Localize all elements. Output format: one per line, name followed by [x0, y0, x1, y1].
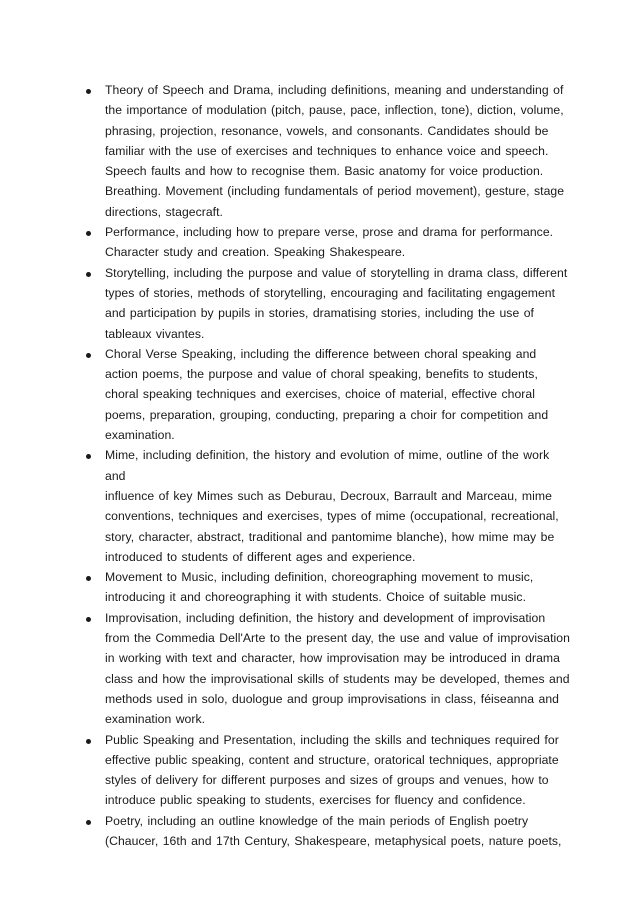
syllabus-bullet-list	[84, 80, 574, 851]
bullet-text-line: Breathing. Movement (including fundamentals of period movement), gesture, stage	[105, 184, 565, 199]
bullet-text-line: introduce public speaking to students, exercises for fluency and confidence.	[105, 793, 526, 808]
bullet-text-line: influence of key Mimes such as Deburau, Decroux, Barrault and Marceau, mime	[105, 488, 552, 503]
bullet-text-line: introduced to students of different ages and experience.	[105, 549, 416, 564]
bullet-text-line: class and how the improvisational skills of students may be developed, themes and	[105, 671, 570, 686]
bullet-item	[84, 730, 574, 811]
bullet-text-line: story, character, abstract, traditional and pantomime blanche), how mime may be	[105, 529, 555, 544]
bullet-dot-icon	[86, 89, 91, 94]
bullet-text-line: choral speaking techniques and exercises, choice of material, effective choral	[105, 387, 535, 402]
bullet-dot-icon	[86, 353, 91, 358]
bullet-text-line: Movement to Music, including definition, choreographing movement to music,	[105, 570, 534, 585]
bullet-item	[84, 445, 574, 567]
bullet-text-line: action poems, the purpose and value of choral speaking, benefits to students,	[105, 367, 538, 382]
bullet-text-line: phrasing, projection, resonance, vowels, and consonants. Candidates should be	[105, 123, 549, 138]
bullet-text-line: Speech faults and how to recognise them. Basic anatomy for voice production.	[105, 164, 544, 179]
bullet-dot-icon	[86, 739, 91, 744]
bullet-text-line: examination.	[105, 428, 175, 443]
bullet-dot-icon	[86, 454, 91, 459]
bullet-dot-icon	[86, 576, 91, 581]
bullet-text-line: familiar with the use of exercises and techniques to enhance voice and speech.	[105, 143, 549, 158]
bullet-dot-icon	[86, 820, 91, 825]
bullet-text-line: methods used in solo, duologue and group improvisations in class, féiseanna and	[105, 691, 559, 706]
bullet-text-line: examination work.	[105, 712, 206, 727]
bullet-text-line: Choral Verse Speaking, including the difference between choral speaking and	[105, 346, 537, 361]
bullet-text-line: Public Speaking and Presentation, including the skills and techniques required for	[105, 732, 559, 747]
bullet-text-line: (Chaucer, 16th and 17th Century, Shakespeare, metaphysical poets, nature poets,	[105, 833, 562, 848]
bullet-text-line: poems, preparation, grouping, conducting, preparing a choir for competition and	[105, 407, 549, 422]
bullet-item	[84, 608, 574, 730]
bullet-item	[84, 80, 574, 222]
bullet-text-line: Storytelling, including the purpose and value of storytelling in drama class, different	[105, 265, 568, 280]
bullet-text-line: types of stories, methods of storytelling, encouraging and facilitating engagement	[105, 285, 556, 300]
bullet-item	[84, 567, 574, 608]
bullet-item	[84, 263, 574, 344]
bullet-text-line: conventions, techniques and exercises, types of mime (occupational, recreational,	[105, 509, 559, 524]
bullet-text-line: and participation by pupils in stories, dramatising stories, including the use of	[105, 306, 534, 321]
bullet-dot-icon	[86, 617, 91, 622]
bullet-text-line: directions, stagecraft.	[105, 204, 223, 219]
bullet-text-line: Poetry, including an outline knowledge of the main periods of English poetry	[105, 813, 529, 828]
bullet-item	[84, 811, 574, 852]
bullet-text-line: Mime, including definition, the history and evolution of mime, outline of the work and	[105, 448, 550, 483]
bullet-text-line: the importance of modulation (pitch, pause, pace, inflection, tone), diction, volume,	[105, 103, 564, 118]
bullet-item	[84, 222, 574, 263]
bullet-text-line: Character study and creation. Speaking Shakespeare.	[105, 245, 406, 260]
bullet-text-line: Improvisation, including definition, the history and development of improvisation	[105, 610, 546, 625]
bullet-text-line: styles of delivery for different purposes and sizes of groups and venues, how to	[105, 773, 549, 788]
bullet-text-line: Theory of Speech and Drama, including definitions, meaning and understanding of	[105, 83, 564, 97]
bullet-text-line: from the Commedia Dell'Arte to the present day, the use and value of improvisation	[105, 631, 570, 646]
bullet-text-line: introducing it and choreographing it with students. Choice of suitable music.	[105, 590, 527, 605]
bullet-dot-icon	[86, 231, 91, 236]
bullet-item	[84, 344, 574, 445]
bullet-text-line: Performance, including how to prepare verse, prose and drama for performance.	[105, 225, 554, 240]
bullet-text-line: in working with text and character, how improvisation may be introduced in drama	[105, 651, 560, 666]
bullet-dot-icon	[86, 272, 91, 277]
bullet-text-line: tableaux vivantes.	[105, 326, 205, 341]
bullet-text-line: effective public speaking, content and structure, oratorical techniques, appropriate	[105, 752, 559, 767]
